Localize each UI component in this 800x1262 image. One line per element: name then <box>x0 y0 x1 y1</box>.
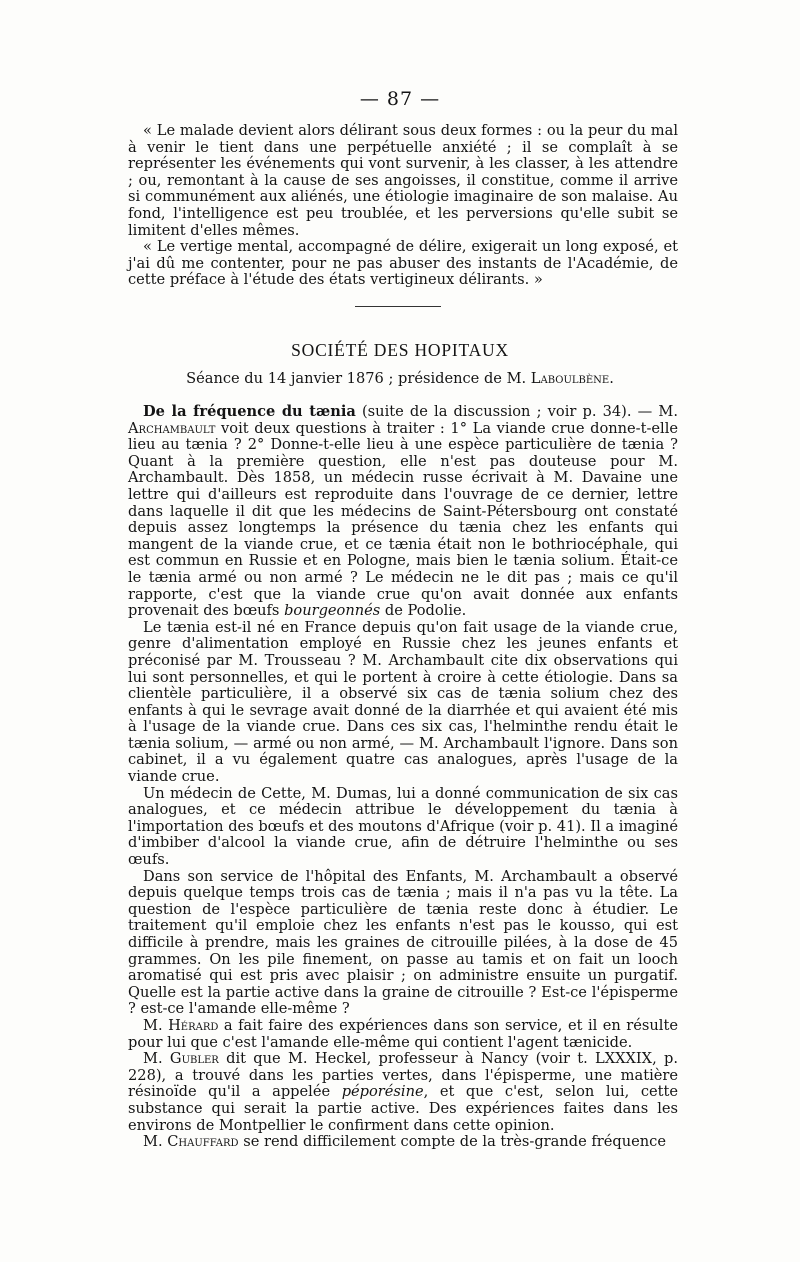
m-prefix-5: M. <box>143 1016 169 1034</box>
quote-paragraph-1: « Le malade devient alors délirant sous deux formes : ou la peur du mal à venir le tient dans une perpétuelle anxiété ; il se complaît à se représenter les événements qui vont survenir, à les classer, à les attendre ; ou, remontant à la cause de ses angoisses, il constitue, comme il arrive si communément aux aliénés, une étiologie imaginaire de son malaise. Au fond, l'intelligence est peu troublée, et les perversions qu'elle subit se limitent d'elles mêmes. <box>128 122 678 239</box>
body-paragraph-4: Dans son service de l'hôpital des Enfants, M. Archambault a observé depuis quelque temps trois cas de tænia ; mais il n'a pas vu la tête. La question de l'espèce particulière de tænia reste donc à étudier. Le traitement qu'il emploie chez les enfants n'est pas le kousso, qui est difficile à prendre, mais les graines de citrouille pilées, à la dose de 45 grammes. On les pile finement, on passe au tamis et on fait un looch aromatisé qui est pris avec plaisir ; on administre ensuite un purgatif. Quelle est la partie active dans la graine de citrouille ? Est-ce l'épisperme ? est-ce l'amande elle-même ? <box>128 867 678 1018</box>
p6-italic-term: péporésine <box>341 1083 424 1101</box>
body-paragraph-6 <box>128 1051 678 1134</box>
seance-president: Laboulbène <box>530 370 610 387</box>
article-title: De la fréquence du tænia <box>143 403 356 420</box>
m-prefix-6: M. <box>143 1050 170 1068</box>
p1-text-c: de Podolie. <box>380 602 467 620</box>
p5-text: a fait faire des expériences dans son service, et il en résulte pour lui que c'est l'amande elle-même qui contient l'agent tænicide. <box>128 1016 678 1051</box>
seance-end: . <box>609 370 614 387</box>
p7-text: se rend difficilement compte de la très-grande fréquence <box>238 1133 666 1151</box>
p1-text-b: voit deux questions à traiter : 1° La viande crue donne-t-elle lieu au tænia ? 2° Donne-t-elle lieu à une espèce particulière de tænia ? Quant à la première question, elle n'est pas douteuse pour M. Archambault. Dès 1858, un médecin russe écrivait à M. Davaine une lettre qui d'ailleurs est reproduite dans l'ouvrage de ce dernier, lettre dans laquelle il dit que les médecins de Saint-Pétersbourg ont constaté depuis assez longtemps la présence du tænia chez les enfants qui mangent de la viande crue, et ce tænia était non le bothriocéphale, qui est commun en Russie et en Pologne, mais bien le tænia solium. Était-ce le tænia armé ou non armé ? Le médecin ne le dit pas ; mais ce qu'il rapporte, c'est que la viande crue qu'on avait donnée aux enfants provenait des bœufs <box>128 419 678 620</box>
body-paragraph-3: Un médecin de Cette, M. Dumas, lui a donné communication de six cas analogues, et ce médecin attribue le développement du tænia à l'importation des bœufs et des moutons d'Afrique (voir p. 41). Il a imaginé d'imbiber d'alcool la viande crue, afin de détruire l'helminthe ou ses œufs. <box>128 784 678 869</box>
quote-paragraph-2: « Le vertige mental, accompagné de délire, exigerait un long exposé, et j'ai dû me contenter, pour ne pas abuser des instants de l'Académie, de cette préface à l'étude des états vertigineux délirants. » <box>128 238 678 289</box>
p1-text-a: (suite de la discussion ; voir p. 34). — M. <box>355 403 678 420</box>
quote-block <box>128 123 678 289</box>
body-paragraph-1 <box>128 404 678 620</box>
author-chauffard: Chauffard <box>167 1133 239 1151</box>
body-paragraph-2: Le tænia est-il né en France depuis qu'on fait usage de la viande crue, genre d'alimentation employé en Russie chez les jeunes enfants et préconisé par M. Trousseau ? M. Archambault cite dix observations qui lui sont personnelles, et qui le portent à croire à cette étiologie. Dans sa clientèle particulière, il a observé six cas de tænia solium chez des enfants à qui le sevrage avait donné de la diarrhée et qui avaient été mis à l'usage de la viande crue. Dans ces six cas, l'helminthe rendu était le tænia solium, — armé ou non armé, — M. Archambault l'ignore. Dans son cabinet, il a vu également quatre cas analogues, après l'usage de la viande crue. <box>128 618 678 786</box>
author-archambault: Archambault <box>128 419 216 437</box>
seance-text: Séance du 14 janvier 1876 ; présidence de M. <box>186 370 531 387</box>
author-gubler: Gubler <box>169 1050 219 1068</box>
body-text <box>128 404 678 1151</box>
p1-italic-term: bourgeonnés <box>284 602 381 620</box>
author-herard: Hérard <box>168 1016 219 1034</box>
body-paragraph-7 <box>128 1134 678 1151</box>
m-prefix-7: M. <box>143 1133 168 1151</box>
section-heading: SOCIÉTÉ DES HOPITAUX <box>291 340 509 360</box>
p6-text-a: dit que M. Heckel, professeur à Nancy (voir t. LXXXIX, p. 228), a trouvé dans les parties vertes, dans l'épisperme, une matière résinoïde qu'il a appelée <box>128 1050 678 1101</box>
p6-text-b: , et que c'est, selon lui, cette substance qui serait la partie active. Des expériences faites dans les environs de Montpellier le confirment dans cette opinion. <box>128 1083 678 1134</box>
section-divider <box>355 306 441 307</box>
page-number: — 87 — <box>359 88 441 110</box>
body-paragraph-5 <box>128 1018 678 1051</box>
seance-line <box>0 370 800 387</box>
